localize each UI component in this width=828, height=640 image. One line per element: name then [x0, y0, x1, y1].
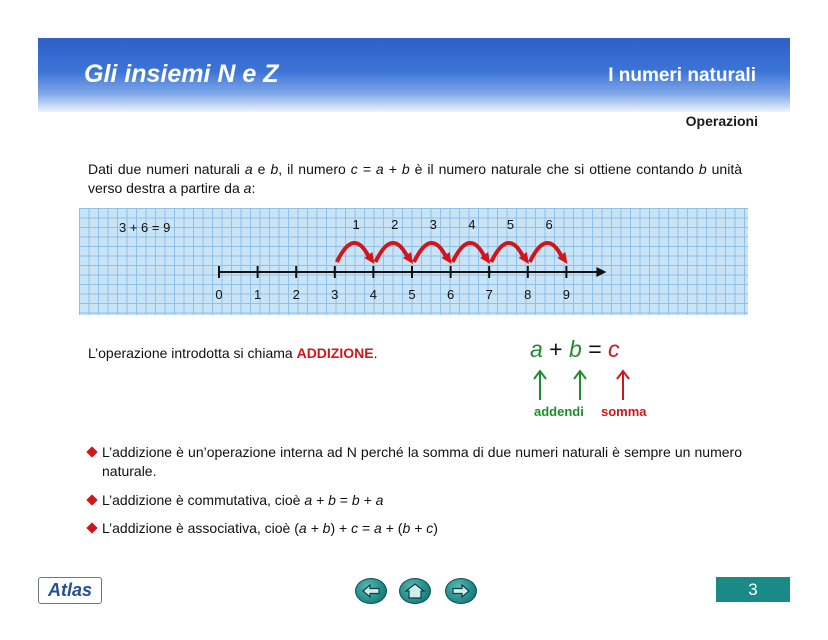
axis-arrowhead-icon	[596, 267, 606, 277]
slide-title: Gli insiemi N e Z	[84, 60, 279, 88]
equation-label: 3 + 6 = 9	[119, 220, 171, 235]
intro-text: e	[252, 161, 271, 177]
formula-b: b	[569, 336, 582, 362]
formula-plus: +	[542, 336, 570, 362]
tick-label: 1	[253, 287, 262, 302]
arrow-up-icon	[534, 371, 546, 400]
hop-arc	[453, 243, 486, 262]
bullet-text: L’addizione è associativa, cioè (	[102, 520, 299, 536]
section-title: I numeri naturali	[608, 65, 756, 86]
tick-label: 3	[331, 287, 339, 302]
hop-arc	[530, 243, 563, 262]
diamond-bullet-icon	[86, 446, 97, 457]
diamond-bullet-icon	[86, 494, 97, 505]
intro-text: :	[251, 180, 256, 196]
bullet-expression: b + c	[402, 520, 434, 536]
page-number: 3	[716, 577, 790, 602]
var-a: a	[243, 180, 252, 196]
var-b: b	[698, 161, 707, 177]
arrow-up-icon	[617, 371, 629, 400]
addendi-label: addendi	[534, 404, 584, 419]
addition-sentence-end: .	[373, 345, 378, 361]
bullet-expression: a + b	[298, 520, 331, 536]
formula-equals: =	[581, 336, 609, 362]
intro-text: è il numero naturale che si ottiene contando	[409, 161, 699, 177]
bullet-text: ) +	[330, 520, 352, 536]
number-line	[79, 208, 748, 315]
addition-keyword: ADDIZIONE	[296, 345, 374, 361]
addition-sentence-text: L’operazione introdotta si chiama	[88, 345, 297, 361]
atlas-logo: Atlas	[38, 577, 102, 604]
arrow-right-icon	[446, 579, 476, 603]
home-button[interactable]	[399, 578, 431, 604]
bullet-text: L’addizione è un’operazione interna ad N perché la somma di due numeri naturali è sempre un numero naturale.	[102, 444, 742, 479]
arrow-up-icon	[574, 371, 586, 400]
tick-label: 7	[485, 287, 493, 302]
bullet-expression: b + a	[351, 492, 384, 508]
bullet-item	[88, 519, 742, 538]
slide-subtitle: Operazioni	[685, 113, 758, 129]
tick-label: 4	[369, 287, 378, 302]
bullet-text: =	[358, 520, 375, 536]
intro-text: unità verso destra a partire da	[88, 161, 742, 196]
var-a: a	[244, 161, 253, 177]
step-label: 6	[545, 217, 553, 232]
formula-a: a	[530, 336, 543, 362]
prev-slide-button[interactable]	[355, 578, 387, 604]
step-label: 2	[391, 217, 399, 232]
arrow-left-icon	[356, 579, 386, 603]
slide-header	[38, 38, 790, 112]
step-label: 4	[468, 217, 476, 232]
tick-label: 2	[292, 287, 300, 302]
bullet-text: + (	[381, 520, 403, 536]
step-label: 3	[429, 217, 437, 232]
intro-paragraph	[88, 160, 742, 198]
bullet-expression: c	[351, 520, 359, 536]
bullet-text: )	[433, 520, 438, 536]
addition-formula	[530, 336, 620, 363]
hop-arc	[491, 243, 524, 262]
bullet-item	[88, 491, 742, 510]
tick-label: 5	[408, 287, 416, 302]
intro-text: , il numero	[278, 161, 351, 177]
hop-arc	[375, 243, 408, 262]
step-label: 5	[506, 217, 515, 232]
var-b: b	[270, 161, 279, 177]
hop-arc	[414, 243, 447, 262]
bullet-text: =	[335, 492, 352, 508]
hop-arc	[337, 243, 370, 262]
tick-label: 0	[215, 287, 223, 302]
bullet-item	[88, 443, 742, 481]
somma-label: somma	[601, 404, 647, 419]
step-label: 1	[352, 217, 360, 232]
tick-label: 9	[562, 287, 571, 302]
bullet-expression: a + b	[304, 492, 336, 508]
bullet-text: L’addizione è commutativa, cioè	[102, 492, 305, 508]
bullet-expression: a	[374, 520, 382, 536]
number-line-figure	[79, 208, 748, 315]
diamond-bullet-icon	[86, 522, 97, 533]
tick-label: 8	[524, 287, 532, 302]
next-slide-button[interactable]	[445, 578, 477, 604]
intro-expression: c = a + b	[350, 161, 410, 177]
intro-text: Dati due numeri naturali	[88, 161, 245, 177]
formula-arrows	[525, 366, 635, 402]
bullet-list	[88, 443, 742, 547]
formula-c: c	[608, 336, 620, 362]
home-icon	[400, 579, 430, 603]
tick-label: 6	[446, 287, 455, 302]
addition-sentence	[88, 345, 377, 361]
